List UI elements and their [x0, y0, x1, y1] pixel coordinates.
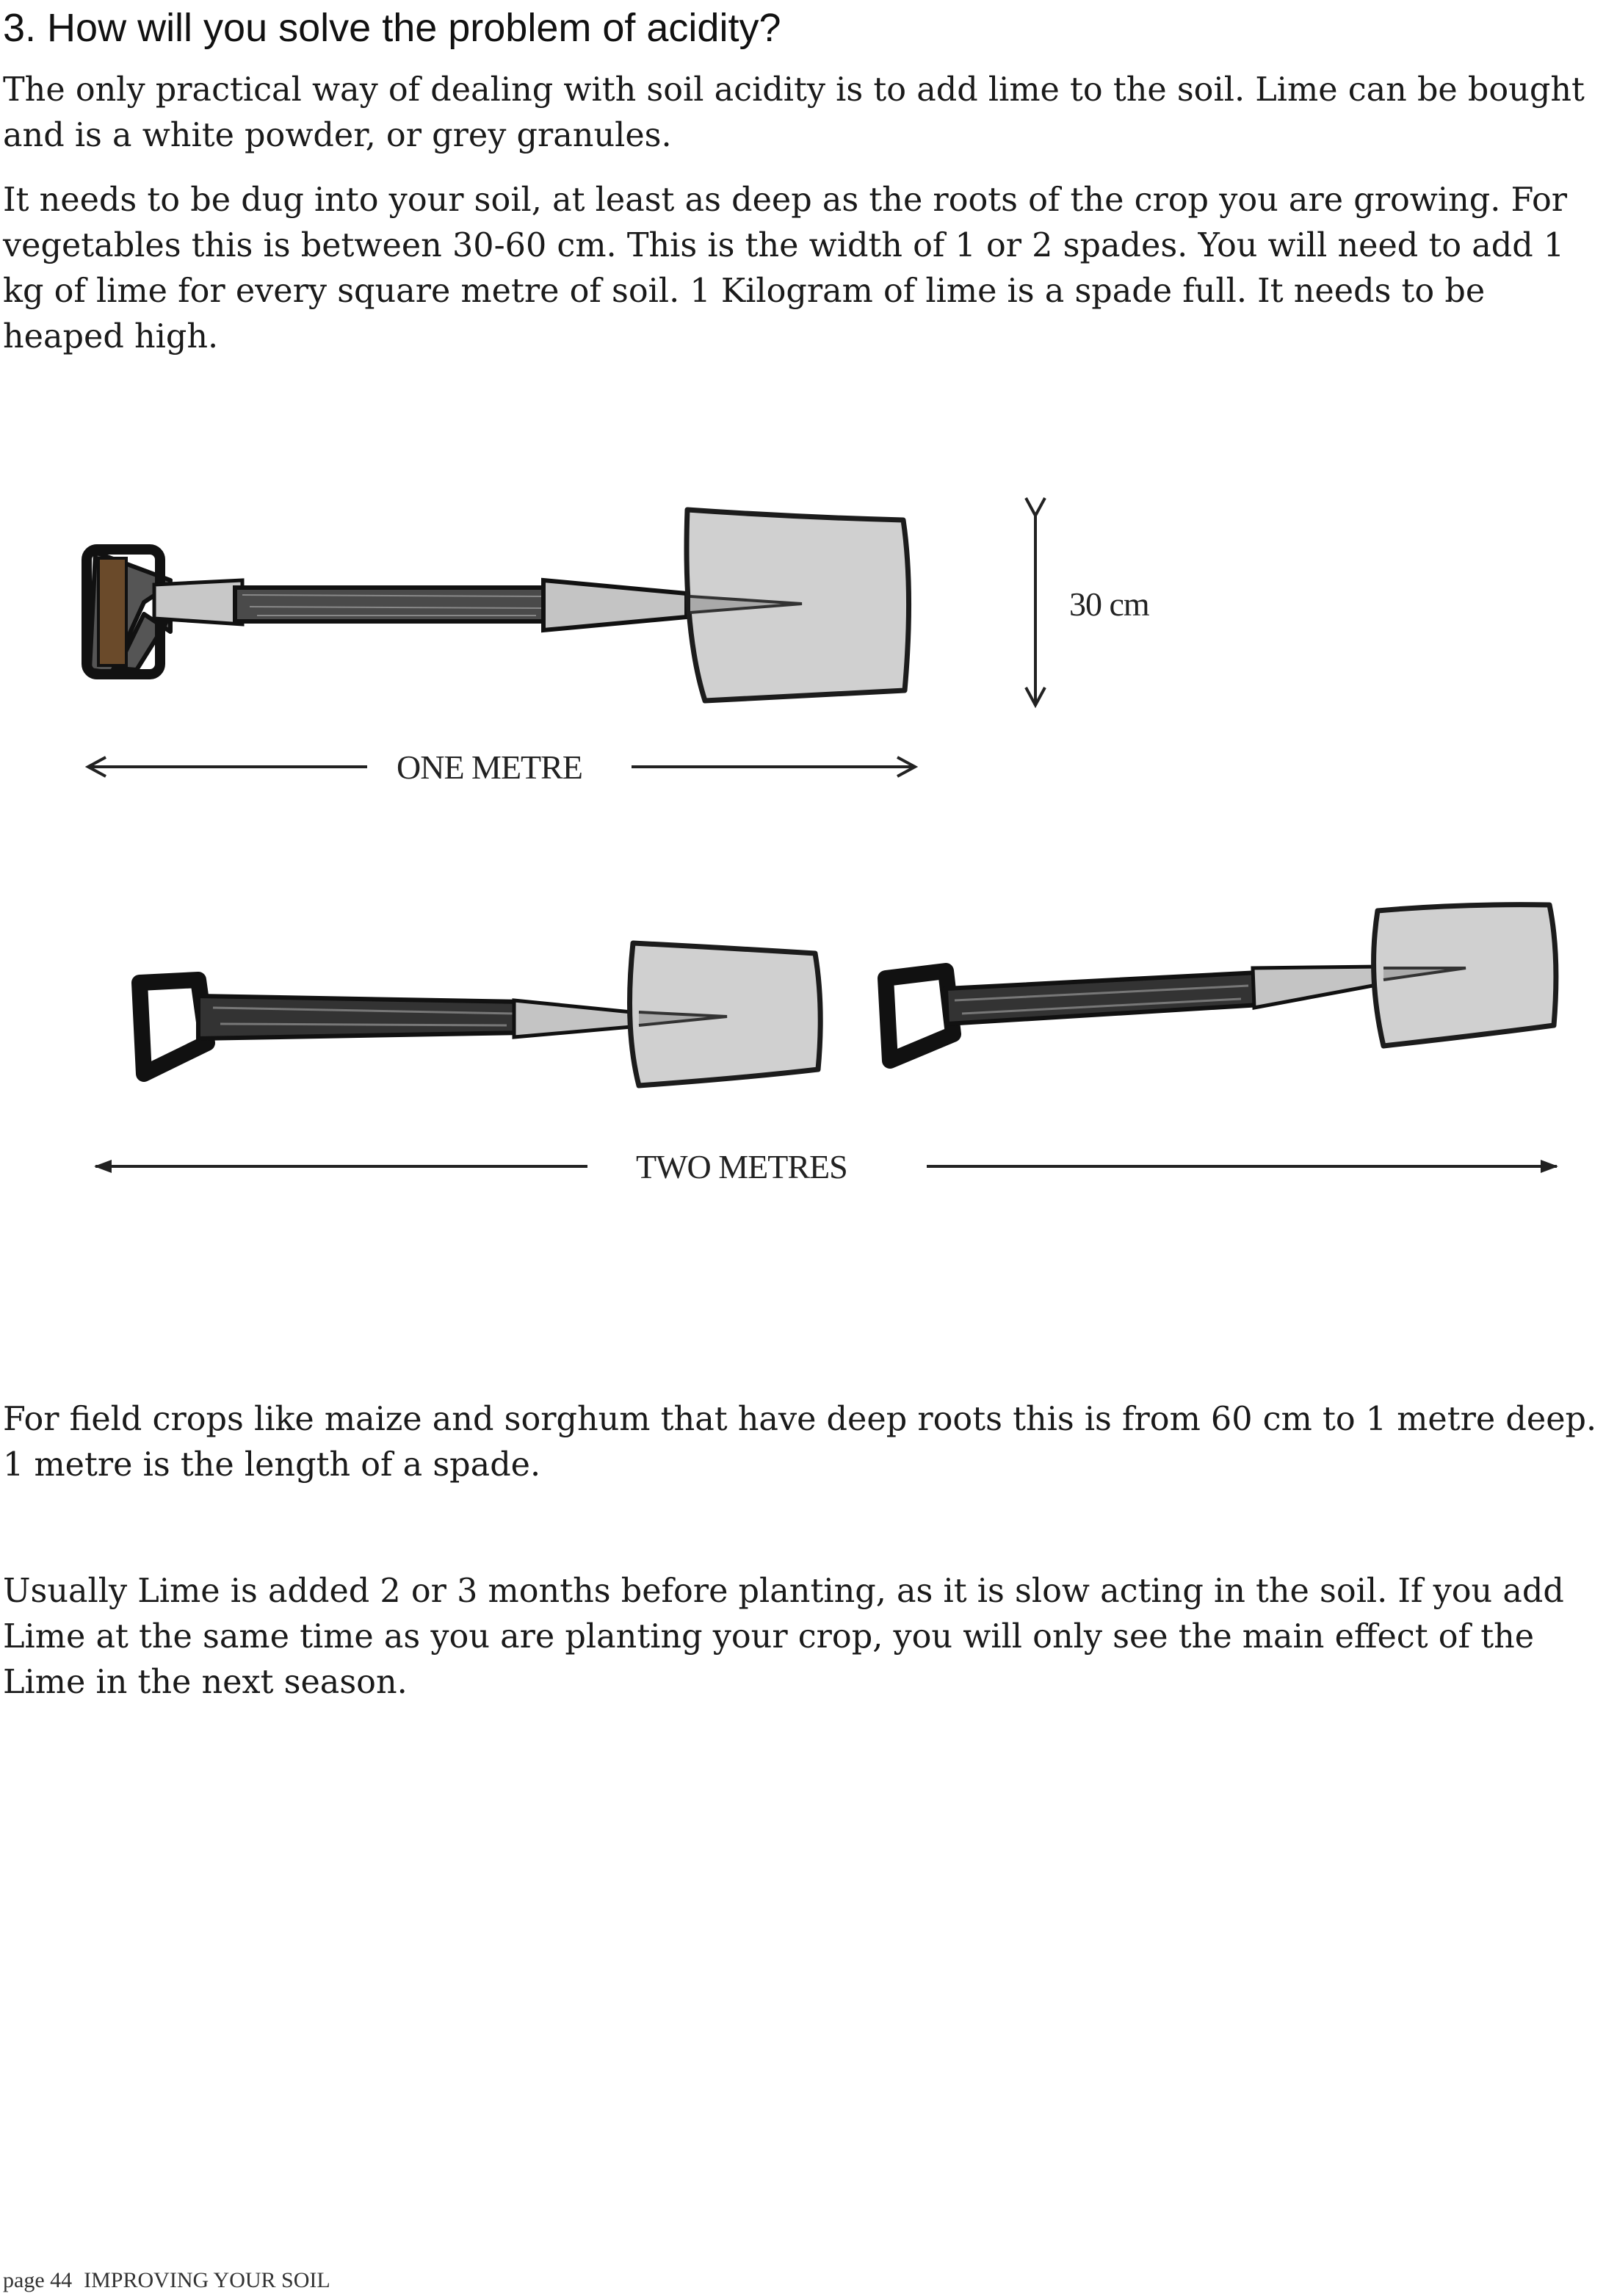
spade-two	[140, 943, 820, 1086]
two-metres-label: TWO METRES	[636, 1148, 847, 1185]
paragraph-dig-depth: It needs to be dug into your soil, at least as deep as the roots of the crop you are growing. For vegetables this is between 30-60 cm. This is the width of 1 or 2 spades. You will need to add 1 kg of lime for every square metre of soil. 1 Kilogram of lime is a spade full. It needs to be heaped high.	[3, 181, 1568, 355]
page-footer	[3, 2268, 342, 2293]
paragraph-lime-intro: The only practical way of dealing with soil acidity is to add lime to the soil. Lime can be bought and is a white powder, or grey granules.	[3, 71, 1585, 154]
page-heading: 3. How will you solve the problem of acidity?	[3, 6, 781, 50]
paragraph-timing: Usually Lime is added 2 or 3 months before planting, as it is slow acting in the soil. If you add Lime at the same time as you are planting your crop, you will only see the main effect of the Lime in the next season.	[3, 1573, 1564, 1701]
blade-width-label: 30 cm	[1069, 585, 1149, 623]
spade-one	[87, 510, 909, 701]
one-metre-label: ONE METRE	[397, 748, 582, 786]
spade-three	[886, 905, 1556, 1061]
page-number: page 44	[3, 2268, 73, 2292]
spade-one-shaft	[154, 580, 242, 624]
section-title: IMPROVING YOUR SOIL	[84, 2268, 330, 2292]
paragraph-field-crops: For field crops like maize and sorghum that have deep roots this is from 60 cm to 1 metre deep. 1 metre is the length of a spade.	[3, 1401, 1597, 1484]
